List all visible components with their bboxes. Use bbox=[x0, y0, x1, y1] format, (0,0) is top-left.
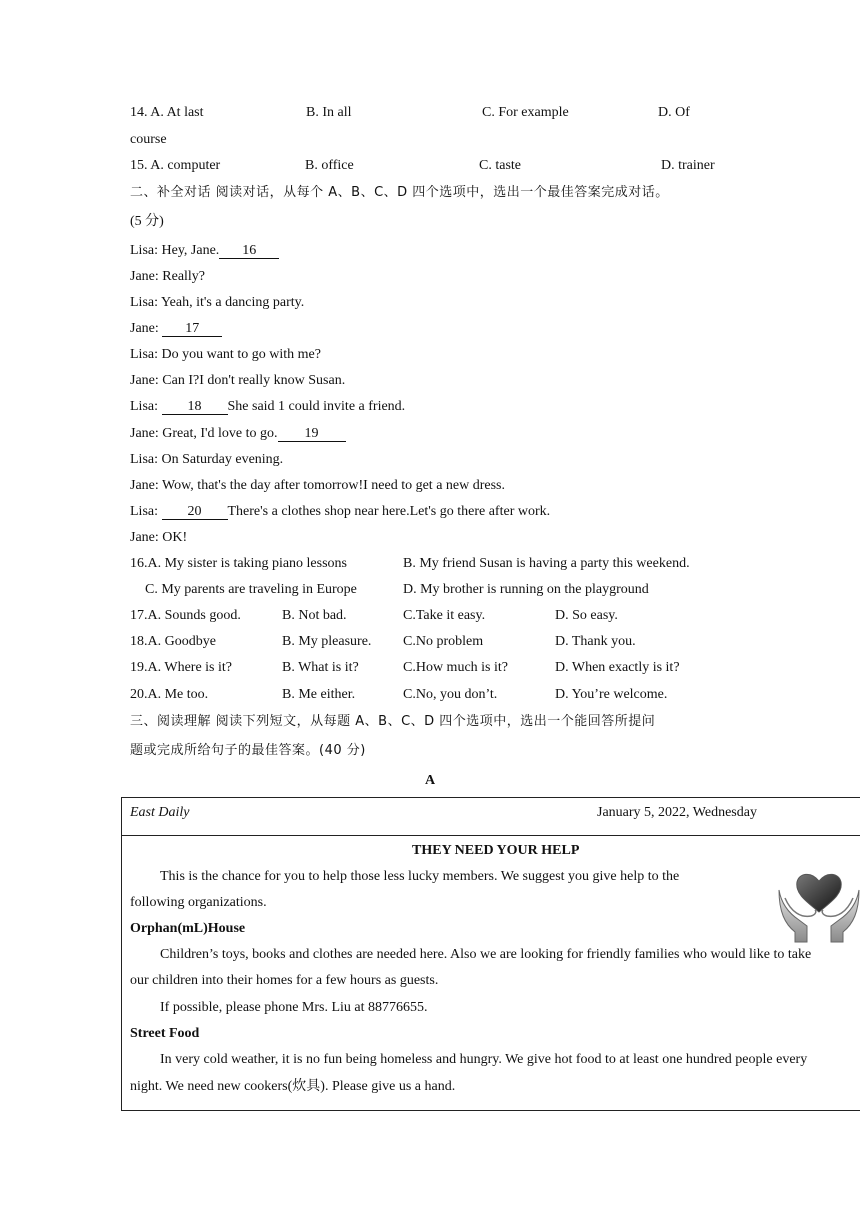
box-divider bbox=[121, 835, 860, 836]
dialogue-line: Lisa: On Saturday evening. bbox=[130, 452, 284, 467]
dialogue-line: Jane: Wow, that's the day after tomorrow!I need to get a new dress. bbox=[130, 478, 505, 493]
q18-option-b: B. My pleasure. bbox=[282, 634, 372, 649]
q18-option-d: D. Thank you. bbox=[555, 634, 636, 649]
blank-17: 17 bbox=[162, 321, 222, 337]
q20-option-c: C.No, you don’t. bbox=[403, 687, 498, 702]
newspaper-name: East Daily bbox=[130, 805, 190, 820]
dialogue-line: Lisa: 18 She said 1 could invite a friend. bbox=[130, 399, 406, 414]
q18-option-c: C.No problem bbox=[403, 634, 484, 649]
newspaper-date: January 5, 2022, Wednesday bbox=[597, 805, 757, 820]
q15-option-a: 15. A. computer bbox=[130, 158, 221, 173]
q14-option-c: C. For example bbox=[482, 105, 569, 120]
section-3-heading: 三、阅读理解 阅读下列短文，从每题 A、B、C、D 四个选项中，选出一个能回答所提问 bbox=[130, 714, 656, 729]
org1-name: Orphan(mL)House bbox=[130, 921, 246, 936]
section-2-score: (5 分) bbox=[130, 214, 164, 229]
q20-option-a: 20.A. Me too. bbox=[130, 687, 209, 702]
q17-option-b: B. Not bad. bbox=[282, 608, 347, 623]
q16-option-b: B. My friend Susan is having a party this weekend. bbox=[403, 556, 690, 571]
dialogue-line: Jane: 17 bbox=[130, 320, 222, 338]
dialogue-line: Lisa: Hey, Jane. 16 bbox=[130, 242, 279, 260]
q20-option-b: B. Me either. bbox=[282, 687, 356, 702]
q14-option-b: B. In all bbox=[306, 105, 352, 120]
blank-20: 20 bbox=[162, 504, 228, 520]
org2-text: In very cold weather, it is no fun being homeless and hungry. We give hot food to at least one hundred people every bbox=[160, 1052, 808, 1067]
article-intro-cont: following organizations. bbox=[130, 895, 267, 910]
q15-option-b: B. office bbox=[305, 158, 354, 173]
q16-option-c: C. My parents are traveling in Europe bbox=[145, 582, 357, 597]
dialogue-line: Jane: Can I?I don't really know Susan. bbox=[130, 373, 346, 388]
q16-option-a: 16.A. My sister is taking piano lessons bbox=[130, 556, 347, 571]
article-title: THEY NEED YOUR HELP bbox=[412, 843, 580, 858]
q20-option-d: D. You’re welcome. bbox=[555, 687, 668, 702]
q17-option-c: C.Take it easy. bbox=[403, 608, 486, 623]
q19-option-c: C.How much is it? bbox=[403, 660, 508, 675]
dialogue-line: Jane: OK! bbox=[130, 530, 188, 545]
article-intro: This is the chance for you to help those less lucky members. We suggest you give help to the bbox=[160, 869, 680, 884]
q18-option-a: 18.A. Goodbye bbox=[130, 634, 216, 649]
dialogue-line: Lisa: Yeah, it's a dancing party. bbox=[130, 295, 305, 310]
q19-option-b: B. What is it? bbox=[282, 660, 359, 675]
heart-in-hands-icon bbox=[777, 868, 860, 944]
dialogue-line: Jane: Great, I'd love to go. 19 bbox=[130, 425, 346, 443]
org1-phone: If possible, please phone Mrs. Liu at 88776655. bbox=[160, 1000, 428, 1015]
q19-option-a: 19.A. Where is it? bbox=[130, 660, 232, 675]
q19-option-d: D. When exactly is it? bbox=[555, 660, 680, 675]
dialogue-line: Jane: Really? bbox=[130, 269, 206, 284]
q17-option-d: D. So easy. bbox=[555, 608, 618, 623]
q15-option-c: C. taste bbox=[479, 158, 521, 173]
passage-label: A bbox=[425, 773, 436, 788]
q14-option-d: D. Of bbox=[658, 105, 690, 120]
section-3-heading-cont: 题或完成所给句子的最佳答案。(40 分) bbox=[130, 743, 366, 758]
org1-text-cont: our children into their homes for a few hours as guests. bbox=[130, 973, 439, 988]
q15-option-d: D. trainer bbox=[661, 158, 715, 173]
blank-19: 19 bbox=[278, 426, 346, 442]
q14-option-a: 14. A. At last bbox=[130, 105, 204, 120]
org2-name: Street Food bbox=[130, 1026, 200, 1041]
blank-18: 18 bbox=[162, 399, 228, 415]
dialogue-line: Lisa: 20 There's a clothes shop near here.Let's go there after work. bbox=[130, 504, 551, 519]
org1-text: Children’s toys, books and clothes are needed here. Also we are looking for friendly families who would like to take bbox=[160, 947, 812, 962]
q17-option-a: 17.A. Sounds good. bbox=[130, 608, 241, 623]
section-2-heading: 二、补全对话 阅读对话，从每个 A、B、C、D 四个选项中，选出一个最佳答案完成对话。 bbox=[130, 185, 669, 200]
q16-option-d: D. My brother is running on the playground bbox=[403, 582, 649, 597]
org2-text-cont: night. We need new cookers(炊具). Please give us a hand. bbox=[130, 1079, 456, 1094]
blank-16: 16 bbox=[219, 243, 279, 259]
q14-option-d-wrap: course bbox=[130, 132, 167, 147]
dialogue-line: Lisa: Do you want to go with me? bbox=[130, 347, 321, 362]
